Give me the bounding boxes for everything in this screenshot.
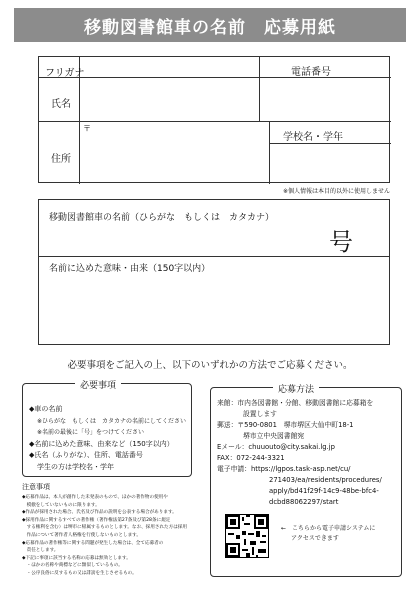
note-line: 責任とします。 xyxy=(22,548,59,554)
phone-field[interactable] xyxy=(260,78,390,120)
note-line: ◆採用作品に関するすべての著作権（著作権法第27条及び第28条に規定 xyxy=(22,517,171,523)
vehicle-name-suffix: 号 xyxy=(329,228,353,256)
note-line: する権利を含む）は堺市に帰属するものとします。なお、採用された方は採用 xyxy=(22,525,188,531)
note-line: 模倣をしていないものに限ります。 xyxy=(22,502,100,508)
name-label: 氏名 xyxy=(51,99,71,110)
note-line: ・ほかの名称や商標などに類似しているもの。 xyxy=(22,563,123,569)
qr-code-icon[interactable] xyxy=(225,514,269,558)
required-item: ◆車の名前 xyxy=(29,405,63,413)
required-item: ◆名前に込めた意味、由来など（150字以内） xyxy=(29,439,174,448)
required-item-note: ※ひらがな もしくは カタカナの名前にしてください xyxy=(37,417,187,425)
method-mail-cont: 堺市立中央図書館宛 xyxy=(243,432,305,440)
qr-note xyxy=(281,524,375,544)
notes-section xyxy=(22,482,204,578)
qr-note-line: ← こちらから電子申請システムに xyxy=(281,525,376,532)
note-line: 作品について著作者人格権を行使しないものとします。 xyxy=(22,532,141,538)
address-label: 住所 xyxy=(51,154,71,165)
method-fax: FAX：072-244-3321 xyxy=(217,454,285,462)
address-field[interactable] xyxy=(80,122,268,183)
furigana-label: フリガナ xyxy=(45,68,85,79)
method-online-url: apply/bd41f29f-14c9-48be-bfc4- xyxy=(269,487,379,495)
vehicle-name-label: 移動図書館車の名前（ひらがな もしくは カタカナ） xyxy=(49,213,275,223)
furigana-field[interactable] xyxy=(80,58,258,76)
phone-label: 電話番号 xyxy=(291,67,331,78)
qr-note-line: アクセスできます xyxy=(291,535,339,542)
method-online-url: 271403/ea/residents/procedures/ xyxy=(269,476,382,484)
note-line: ・公序良俗に反するもの又は誹謗を生じさせるもの。 xyxy=(22,570,137,576)
note-line: ◆応募作品は、本人が創作した未発表のもので、ほかの著作物の使用や xyxy=(22,495,168,500)
name-field[interactable] xyxy=(80,78,258,120)
method-mail: 郵送：〒590-0801 堺市堺区大仙中町18-1 xyxy=(217,421,354,429)
instruction-text: 必要事項をご記入の上、以下のいずれかの方法でご応募ください。 xyxy=(67,360,353,371)
vehicle-name-field[interactable] xyxy=(49,224,319,252)
required-items-box xyxy=(22,383,192,477)
meaning-field[interactable] xyxy=(49,276,379,340)
page-title: 移動図書館車の名前 応募用紙 xyxy=(14,8,406,42)
application-methods-title: 応募方法 xyxy=(273,382,319,395)
required-item: ◆氏名（ふりがな）、住所、電話番号 xyxy=(29,451,143,459)
school-field[interactable] xyxy=(270,144,390,183)
method-visit: 来館：市内各図書館・分館、移動図書館に応募箱を xyxy=(217,399,374,407)
method-email: Eメール：chuuouto@city.sakai.lg.jp xyxy=(217,443,335,451)
note-line: ◆下記に事項に該当する名称の応募は無効とします。 xyxy=(22,555,131,561)
divider xyxy=(39,256,389,257)
note-line: ◆作品が採用された場合、氏名及び作品の説明を公表する場合があります。 xyxy=(22,510,177,516)
meaning-label: 名前に込めた意味・由来（150字以内） xyxy=(49,264,211,274)
privacy-note: ※個人情報は本目的以外に使用しません xyxy=(282,188,390,195)
required-items-title: 必要事項 xyxy=(75,378,121,391)
required-item-note: ※名前の最後に「号」をつけてください xyxy=(37,429,145,436)
method-online-url: dcbd88062297/start xyxy=(269,498,339,506)
method-online: 電子申請：https://lgpos.task-asp.net/cu/ xyxy=(217,465,351,473)
vehicle-name-box xyxy=(38,199,390,345)
required-item-note: 学生の方は学校名・学年 xyxy=(37,462,114,471)
method-visit-cont: 設置します xyxy=(243,410,277,418)
school-label: 学校名・学年 xyxy=(283,132,343,143)
postal-mark: 〒 xyxy=(83,124,91,133)
applicant-form xyxy=(38,56,390,183)
notes-title: 注意事項 xyxy=(22,483,50,491)
note-line: ◆応募作品の著作権等に関する問題が発生した場合は、全て応募者の xyxy=(22,540,164,546)
application-methods-box xyxy=(210,387,402,577)
